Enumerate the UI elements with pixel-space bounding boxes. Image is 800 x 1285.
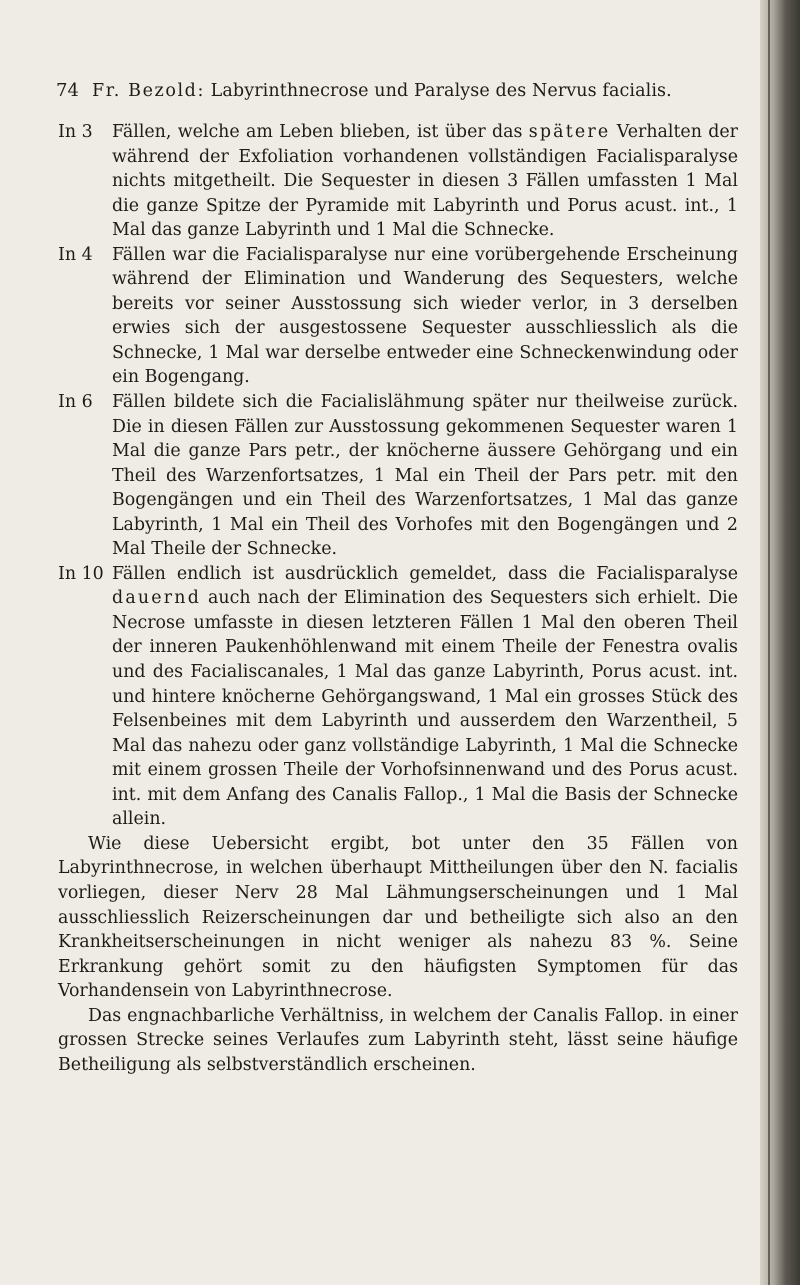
conclusion-paragraph — [58, 1004, 738, 1078]
paragraph-text: Wie diese Uebersicht ergibt, bot unter den 35 Fällen von Labyrinthnecrose, in welchen überhaupt Mittheilungen über den N. facialis vorliegen, dieser Nerv 28 Mal Lähmungserscheinungen und 1 Mal ausschliesslich Reizerscheinungen dar und betheiligte sich also an den Krankheitserscheinungen in nicht weniger als nahezu 83 %. Seine Erkrankung gehört somit zu den häufigsten Symptomen für das Vorhandensein von Labyrinthnecrose. — [58, 833, 738, 1002]
header-title: Labyrinthnecrose und Paralyse des Nervus facialis. — [210, 81, 672, 101]
case-entry-4 — [58, 562, 738, 832]
entry-lead: In 3 — [58, 122, 93, 142]
entry-lead: In 10 — [58, 563, 104, 584]
header-author: Fr. Bezold: — [92, 81, 205, 101]
case-entry-1 — [58, 120, 738, 243]
entry-lead: In 4 — [58, 244, 93, 265]
case-entry-3 — [58, 390, 738, 562]
emphasis-spaced: spätere — [528, 122, 611, 142]
emphasis-spaced: dauernd — [112, 588, 202, 609]
body-text — [58, 120, 738, 1077]
entry-text: Fällen war die Facialisparalyse nur eine vorübergehende Erscheinung während der Elimination und Wanderung des Sequesters, welche bereits vor seiner Ausstossung sich wieder verlor, in 3 derselben erwies sich der ausgestossene Sequester ausschliesslich als die Schnecke, 1 Mal war derselbe entweder eine Schneckenwindung oder ein Bogengang. — [112, 244, 738, 388]
summary-paragraph — [58, 832, 738, 1004]
entry-text: Fällen bildete sich die Facialislähmung später nur theilweise zurück. Die in diesen Fällen zur Ausstossung gekommenen Sequester waren 1 Mal die ganze Pars petr., der knöcherne äussere Gehörgang und ein Theil des Warzenfortsatzes, 1 Mal ein Theil der Pars petr. mit den Bogengängen und ein Theil des Warzenfortsatzes, 1 Mal das ganze Labyrinth, 1 Mal ein Theil des Vorhofes mit den Bogengängen und 2 Mal Theile der Schnecke. — [112, 392, 738, 560]
page-edge-line — [768, 0, 770, 1285]
entry-lead: In 6 — [58, 392, 93, 413]
page-number: 74 — [56, 80, 80, 101]
entry-text: Fällen, welche am Leben blieben, ist über das spätere Verhalten der während der Exfoliation vorhandenen vollständigen Facialisparalyse nichts mitgetheilt. Die Sequester in diesen 3 Fällen umfassten 1 Mal die ganze Spitze der Pyramide mit Labyrinth und Porus acust. int., 1 Mal das ganze Labyrinth und 1 Mal die Schnecke. — [112, 122, 738, 241]
paragraph-text: Das engnachbarliche Verhältniss, in welchem der Canalis Fallop. in einer grossen Strecke seines Verlaufes zum Labyrinth steht, lässt seine häufige Betheiligung als selbstverständlich erscheinen. — [58, 1005, 738, 1075]
entry-text: Fällen endlich ist ausdrücklich gemeldet, dass die Facialisparalyse dauernd auch nach der Elimination des Sequesters sich erhielt. Die Necrose umfasste in diesen letzteren Fällen 1 Mal den oberen Theil der inneren Paukenhöhlenwand mit einem Theile der Fenestra ovalis und des Facialiscanales, 1 Mal das ganze Labyrinth, Porus acust. int. und hintere knöcherne Gehörgangswand, 1 Mal ein grosses Stück des Felsenbeines mit dem Labyrinth und ausserdem den Warzentheil, 5 Mal das nahezu oder ganz vollständige Labyrinth, 1 Mal die Schnecke mit einem grossen Theile der Vorhofsinnenwand und des Porus acust. int. mit dem Anfang des Canalis Fallop., 1 Mal die Basis der Schnecke allein. — [112, 563, 738, 830]
page-edge-shadow — [760, 0, 800, 1285]
case-entry-2 — [58, 243, 738, 390]
running-header — [56, 80, 736, 101]
